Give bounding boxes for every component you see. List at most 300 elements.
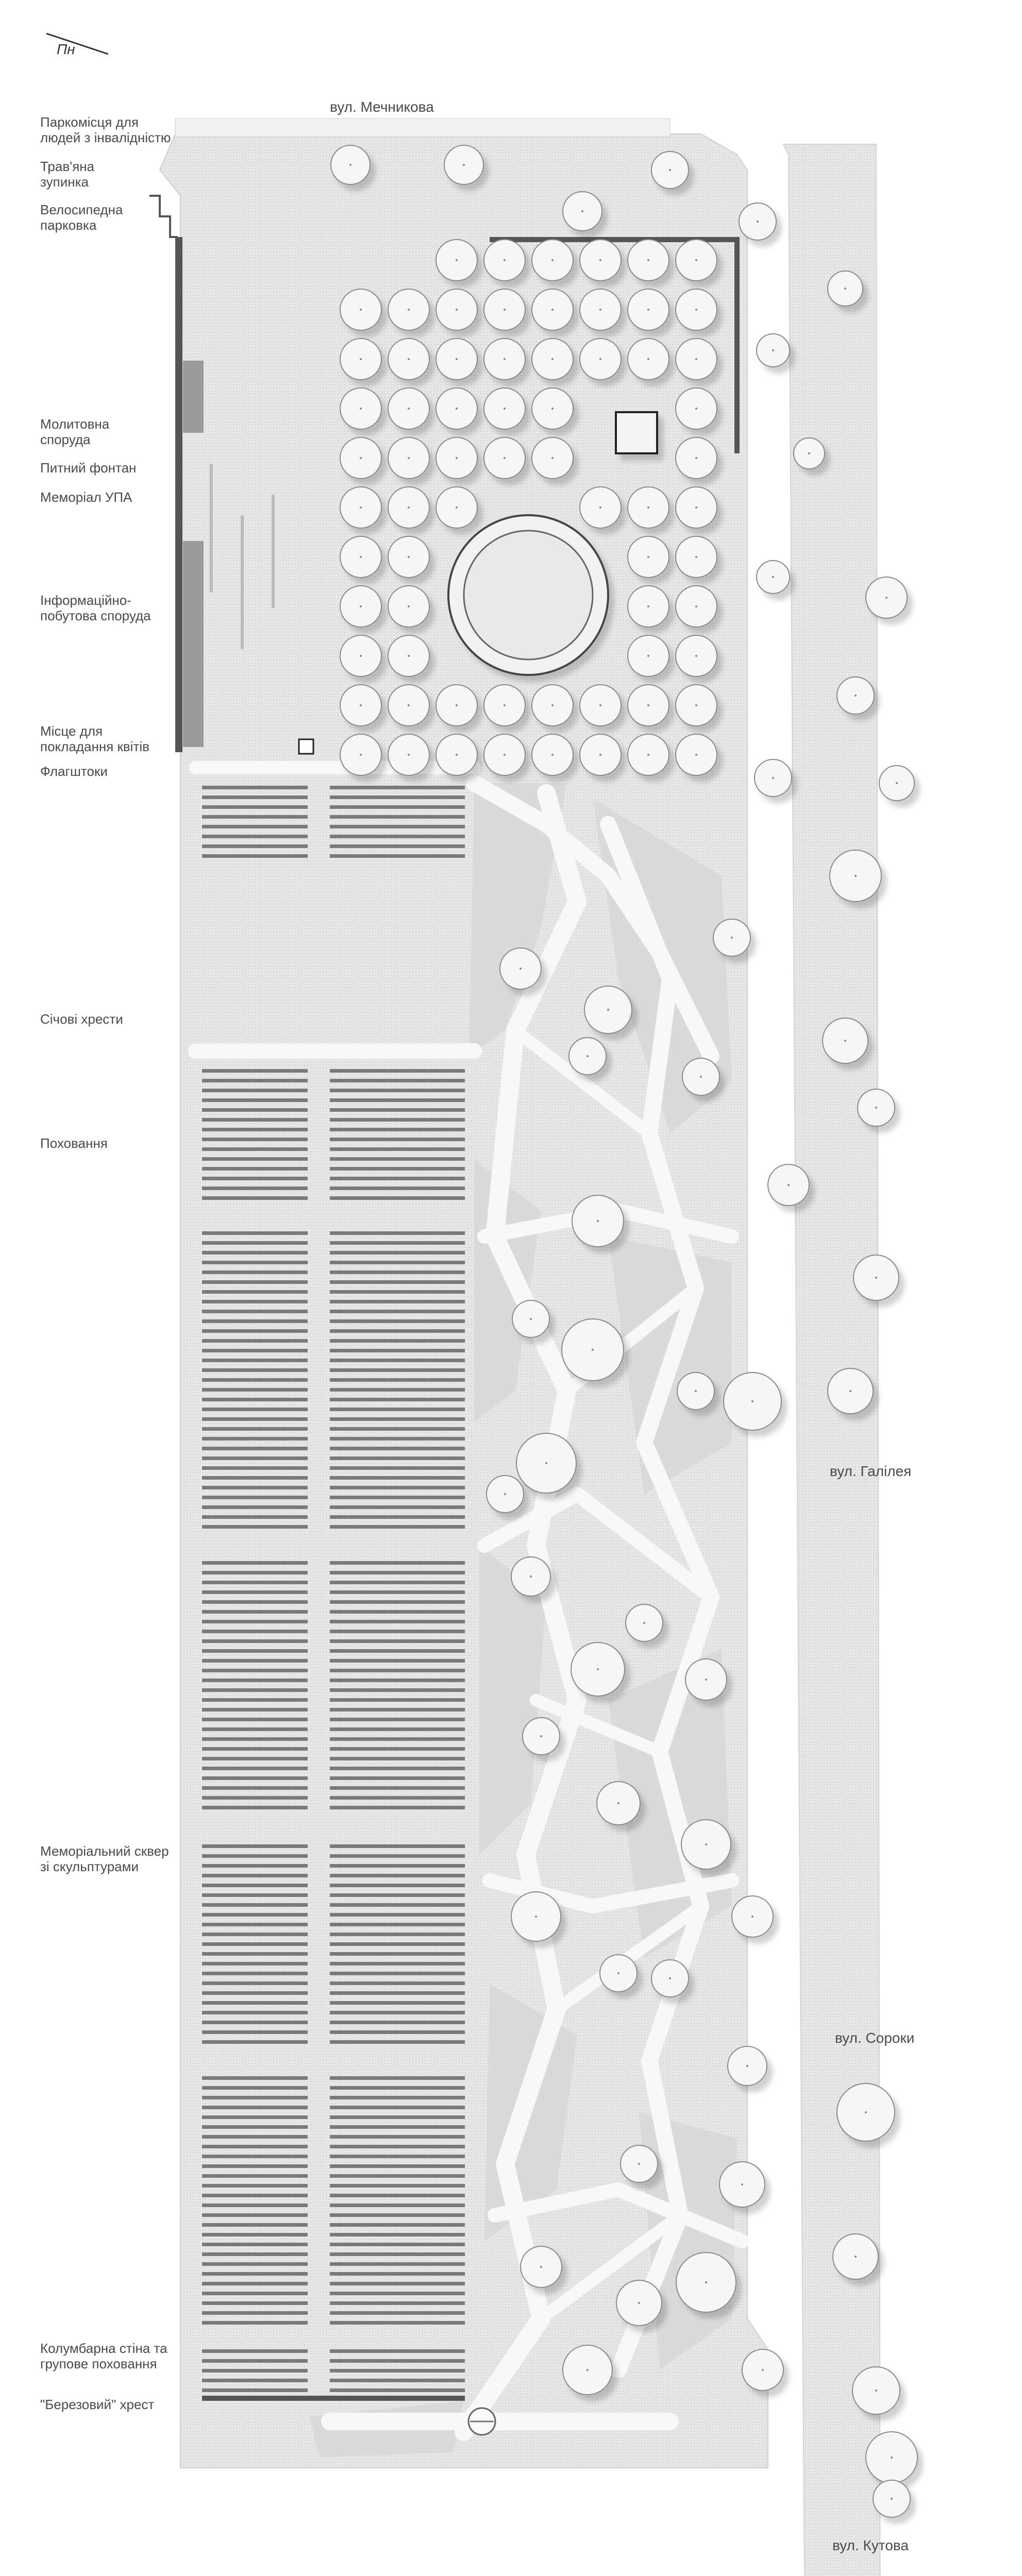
grave-row bbox=[202, 1874, 308, 1877]
tree-trunk bbox=[695, 605, 697, 607]
grave-row bbox=[202, 1854, 308, 1858]
grave-row bbox=[330, 1310, 465, 1313]
grave-row bbox=[330, 1649, 465, 1653]
tree-trunk bbox=[592, 1349, 594, 1351]
grave-row bbox=[202, 1620, 308, 1623]
tree-trunk bbox=[349, 164, 351, 166]
grave-row bbox=[202, 1427, 308, 1431]
tree-trunk bbox=[643, 1622, 645, 1624]
tree-trunk bbox=[695, 704, 697, 706]
grave-row bbox=[330, 2194, 465, 2197]
grave-row bbox=[330, 2369, 465, 2372]
tree-trunk bbox=[504, 309, 506, 311]
grave-row bbox=[330, 1962, 465, 1965]
grave-row bbox=[202, 1079, 308, 1082]
tree-trunk bbox=[530, 1318, 532, 1320]
tree-trunk bbox=[408, 605, 410, 607]
grave-row bbox=[202, 835, 308, 838]
grave-row bbox=[202, 2321, 308, 2325]
grave-row bbox=[330, 1290, 465, 1294]
grave-row bbox=[202, 2311, 308, 2315]
grave-row bbox=[202, 2369, 308, 2372]
grave-row bbox=[330, 2040, 465, 2044]
grave-row bbox=[330, 825, 465, 828]
tree-trunk bbox=[520, 968, 522, 970]
grave-row bbox=[202, 2223, 308, 2227]
tree-trunk bbox=[456, 754, 458, 756]
tree-trunk bbox=[599, 259, 601, 261]
tree-trunk bbox=[504, 259, 506, 261]
flower-place bbox=[299, 739, 313, 754]
grave-row bbox=[330, 2252, 465, 2256]
grave-row bbox=[330, 854, 465, 858]
grave-row bbox=[202, 1280, 308, 1284]
street-mechnykova: вул. Мечникова bbox=[330, 99, 434, 115]
tree-trunk bbox=[647, 704, 649, 706]
grave-row bbox=[330, 1157, 465, 1161]
tree-trunk bbox=[408, 556, 410, 558]
grave-row bbox=[202, 2076, 308, 2080]
grave-row bbox=[330, 1864, 465, 1868]
grave-row bbox=[202, 1408, 308, 1411]
tree-trunk bbox=[751, 1916, 753, 1918]
grave-row bbox=[202, 1698, 308, 1702]
tree-trunk bbox=[551, 259, 554, 261]
grave-row bbox=[330, 1128, 465, 1131]
grave-row bbox=[202, 2096, 308, 2099]
tree-trunk bbox=[617, 1972, 619, 1974]
grave-row bbox=[330, 1388, 465, 1392]
tree-trunk bbox=[695, 408, 697, 410]
grave-row bbox=[202, 1378, 308, 1382]
grave-row bbox=[330, 1600, 465, 1604]
grave-row bbox=[202, 1884, 308, 1887]
tree-trunk bbox=[360, 408, 362, 410]
street-halileia: вул. Галілея bbox=[830, 1463, 912, 1479]
grave-row bbox=[202, 2164, 308, 2168]
grave-row bbox=[202, 1981, 308, 1985]
grave-row bbox=[330, 1515, 465, 1519]
tree-trunk bbox=[788, 1184, 790, 1186]
grave-row bbox=[330, 2213, 465, 2217]
tree-trunk bbox=[669, 169, 671, 171]
grave-row bbox=[202, 2388, 308, 2392]
tree-trunk bbox=[700, 1076, 702, 1078]
grave-row bbox=[202, 1708, 308, 1711]
grave-row bbox=[330, 1466, 465, 1470]
grave-row bbox=[330, 1708, 465, 1711]
grave-row bbox=[330, 1368, 465, 1372]
grave-row bbox=[202, 1108, 308, 1112]
grave-row bbox=[202, 1300, 308, 1303]
grave-row bbox=[202, 1718, 308, 1721]
label-birch-cross: "Березовий" хрест bbox=[40, 2397, 155, 2412]
grave-row bbox=[330, 1854, 465, 1858]
tree-trunk bbox=[705, 1679, 707, 1681]
tree-trunk bbox=[504, 408, 506, 410]
tree-trunk bbox=[599, 309, 601, 311]
columbarium-wall bbox=[202, 2396, 465, 2401]
tree-trunk bbox=[360, 309, 362, 311]
grave-row bbox=[330, 2001, 465, 2005]
grave-row bbox=[330, 1231, 465, 1235]
grave-row bbox=[202, 1398, 308, 1401]
grave-row bbox=[202, 1147, 308, 1151]
grave-row bbox=[330, 2349, 465, 2353]
grave-row bbox=[202, 2155, 308, 2158]
grave-row bbox=[202, 1747, 308, 1751]
grave-row bbox=[330, 1806, 465, 1809]
label-burials: Поховання bbox=[40, 1136, 108, 1151]
prayer-building bbox=[616, 412, 657, 453]
grave-row bbox=[202, 1561, 308, 1565]
tree-trunk bbox=[762, 2369, 764, 2371]
grave-row bbox=[330, 2125, 465, 2129]
grave-row bbox=[202, 1290, 308, 1294]
grave-row bbox=[202, 1098, 308, 1102]
grave-row bbox=[202, 1270, 308, 1274]
grave-row bbox=[330, 2243, 465, 2246]
grave-row bbox=[202, 1456, 308, 1460]
grave-row bbox=[202, 2282, 308, 2285]
tree-trunk bbox=[617, 1802, 619, 1804]
label-sich-crosses: Січові хрести bbox=[40, 1011, 123, 1027]
grave-row bbox=[202, 1786, 308, 1790]
grave-row bbox=[330, 795, 465, 799]
grave-row bbox=[202, 1505, 308, 1509]
grave-row bbox=[330, 2359, 465, 2363]
tree-trunk bbox=[772, 576, 774, 578]
tree-trunk bbox=[360, 457, 362, 459]
grave-row bbox=[330, 2030, 465, 2034]
grave-row bbox=[330, 2321, 465, 2325]
grave-row bbox=[202, 2292, 308, 2295]
tree-trunk bbox=[695, 1390, 697, 1392]
tree-trunk bbox=[599, 358, 601, 360]
grave-row bbox=[330, 2135, 465, 2139]
grave-row bbox=[202, 1251, 308, 1255]
grave-row bbox=[202, 2135, 308, 2139]
tree-trunk bbox=[504, 358, 506, 360]
grave-row bbox=[330, 1241, 465, 1245]
grave-row bbox=[330, 1525, 465, 1529]
tree-trunk bbox=[504, 1493, 506, 1495]
grave-row bbox=[330, 1300, 465, 1303]
grave-row bbox=[202, 2040, 308, 2044]
tree-trunk bbox=[597, 1220, 599, 1222]
grave-row bbox=[330, 1098, 465, 1102]
grave-row bbox=[330, 2292, 465, 2295]
tree-trunk bbox=[408, 408, 410, 410]
grave-row bbox=[330, 2233, 465, 2236]
label-disabled-parking: Паркомісця для людей з інвалідністю bbox=[40, 114, 171, 145]
label-prayer-building: Молитовна споруда bbox=[40, 416, 110, 447]
grave-row bbox=[330, 1505, 465, 1509]
tree-trunk bbox=[705, 1843, 707, 1845]
tree-trunk bbox=[456, 408, 458, 410]
grave-row bbox=[330, 2155, 465, 2158]
grave-row bbox=[330, 835, 465, 838]
tree-trunk bbox=[530, 1575, 532, 1578]
tree-trunk bbox=[647, 259, 649, 261]
grave-row bbox=[330, 1767, 465, 1770]
grave-row bbox=[330, 1089, 465, 1092]
grave-row bbox=[330, 1079, 465, 1082]
grave-row bbox=[202, 2262, 308, 2266]
grave-row bbox=[330, 1561, 465, 1565]
tree-trunk bbox=[456, 457, 458, 459]
tree-trunk bbox=[456, 506, 458, 509]
grave-row bbox=[202, 1241, 308, 1245]
tree-trunk bbox=[844, 1040, 846, 1042]
grave-row bbox=[202, 795, 308, 799]
grave-row bbox=[330, 1270, 465, 1274]
tree-trunk bbox=[599, 506, 601, 509]
grave-row bbox=[202, 2125, 308, 2129]
tree-trunk bbox=[540, 1735, 542, 1737]
grave-row bbox=[330, 1167, 465, 1171]
grave-row bbox=[330, 1187, 465, 1190]
tree-trunk bbox=[647, 556, 649, 558]
grave-row bbox=[330, 2272, 465, 2276]
grave-row bbox=[330, 1688, 465, 1692]
grave-row bbox=[202, 1581, 308, 1584]
grave-row bbox=[202, 2213, 308, 2217]
grave-row bbox=[202, 1515, 308, 1519]
grave-row bbox=[202, 1476, 308, 1480]
grave-row bbox=[202, 2233, 308, 2236]
grave-row bbox=[330, 1118, 465, 1122]
tree-trunk bbox=[875, 1277, 877, 1279]
tree-trunk bbox=[551, 754, 554, 756]
tree-trunk bbox=[855, 875, 857, 877]
grave-row bbox=[202, 1639, 308, 1643]
grave-row bbox=[202, 805, 308, 809]
grave-row bbox=[202, 1659, 308, 1663]
tree-trunk bbox=[551, 457, 554, 459]
tree-trunk bbox=[463, 164, 465, 166]
grave-row bbox=[330, 2223, 465, 2227]
label-flower-place: Місце для покладання квітів bbox=[40, 723, 149, 754]
grave-row bbox=[330, 2388, 465, 2392]
tree-trunk bbox=[551, 358, 554, 360]
grave-row bbox=[330, 1261, 465, 1264]
grave-row bbox=[202, 1806, 308, 1809]
tree-trunk bbox=[456, 358, 458, 360]
grave-row bbox=[202, 2115, 308, 2119]
tree-trunk bbox=[456, 704, 458, 706]
grave-row bbox=[330, 1659, 465, 1663]
grave-row bbox=[202, 1368, 308, 1372]
grave-row bbox=[330, 2011, 465, 2014]
tree-trunk bbox=[647, 605, 649, 607]
tree-trunk bbox=[751, 1400, 753, 1402]
label-flagpoles: Флагштоки bbox=[40, 764, 108, 779]
grave-row bbox=[202, 1157, 308, 1161]
grave-row bbox=[202, 1319, 308, 1323]
grave-row bbox=[330, 1698, 465, 1702]
grave-row bbox=[330, 1437, 465, 1440]
grave-row bbox=[202, 1167, 308, 1171]
tree-trunk bbox=[757, 221, 759, 223]
grave-row bbox=[330, 1408, 465, 1411]
grave-row bbox=[202, 2243, 308, 2246]
grave-row bbox=[202, 1187, 308, 1190]
grave-row bbox=[330, 1610, 465, 1614]
tree-trunk bbox=[599, 754, 601, 756]
grave-row bbox=[202, 2252, 308, 2256]
tree-trunk bbox=[705, 2281, 707, 2283]
grave-row bbox=[330, 1630, 465, 1633]
grave-row bbox=[330, 1727, 465, 1731]
street-soroky: вул. Сороки bbox=[835, 2030, 915, 2046]
upa-memorial bbox=[448, 515, 608, 675]
grave-row bbox=[202, 1649, 308, 1653]
street-kutova: вул. Кутова bbox=[832, 2537, 909, 2553]
tree-trunk bbox=[891, 2456, 893, 2459]
grave-row bbox=[330, 2076, 465, 2080]
grave-row bbox=[330, 1679, 465, 1682]
grave-row bbox=[330, 1069, 465, 1073]
grave-row bbox=[202, 2174, 308, 2178]
grave-row bbox=[330, 2164, 465, 2168]
grave-row bbox=[330, 1942, 465, 1946]
grave-row bbox=[202, 1942, 308, 1946]
grave-row bbox=[330, 2282, 465, 2285]
tree-trunk bbox=[875, 1107, 877, 1109]
grave-row bbox=[202, 1590, 308, 1594]
grave-row bbox=[202, 1679, 308, 1682]
tree-trunk bbox=[695, 506, 697, 509]
grave-row bbox=[330, 1933, 465, 1936]
grave-row bbox=[330, 1398, 465, 1401]
label-grass-stop: Трав'яна зупинка bbox=[40, 159, 95, 190]
grave-row bbox=[202, 1893, 308, 1897]
grave-row bbox=[202, 1231, 308, 1235]
tree-trunk bbox=[535, 1916, 537, 1918]
tree-trunk bbox=[360, 605, 362, 607]
grave-row bbox=[202, 1844, 308, 1848]
tree-trunk bbox=[504, 704, 506, 706]
tree-trunk bbox=[551, 309, 554, 311]
grave-row bbox=[202, 1600, 308, 1604]
grave-row bbox=[330, 1319, 465, 1323]
grave-row bbox=[330, 786, 465, 789]
grave-row bbox=[330, 2145, 465, 2148]
grave-row bbox=[202, 1962, 308, 1965]
grave-row bbox=[202, 2001, 308, 2005]
tree-trunk bbox=[695, 556, 697, 558]
grave-row bbox=[330, 1874, 465, 1877]
grave-row bbox=[202, 1310, 308, 1313]
grave-row bbox=[202, 1525, 308, 1529]
birch-cross bbox=[468, 2408, 495, 2435]
grave-row bbox=[202, 1630, 308, 1633]
grave-row bbox=[202, 1261, 308, 1264]
grave-row bbox=[202, 1952, 308, 1956]
tree-trunk bbox=[360, 358, 362, 360]
tree-trunk bbox=[607, 1009, 609, 1011]
tree-trunk bbox=[849, 1390, 851, 1392]
grave-row bbox=[202, 1128, 308, 1131]
tree-trunk bbox=[669, 1977, 671, 1979]
grave-row bbox=[330, 1571, 465, 1574]
grave-row bbox=[330, 1893, 465, 1897]
grave-row bbox=[202, 1864, 308, 1868]
tree-trunk bbox=[875, 2389, 877, 2392]
tree-trunk bbox=[896, 782, 898, 784]
grave-row bbox=[202, 2204, 308, 2207]
grave-row bbox=[330, 2021, 465, 2024]
grave-row bbox=[202, 1610, 308, 1614]
grave-row bbox=[202, 2106, 308, 2109]
grave-row bbox=[202, 1069, 308, 1073]
tree-trunk bbox=[695, 754, 697, 756]
grave-row bbox=[330, 1718, 465, 1721]
grave-row bbox=[202, 1776, 308, 1780]
grave-row bbox=[330, 1991, 465, 1995]
grave-row bbox=[202, 2194, 308, 2197]
tree-trunk bbox=[408, 704, 410, 706]
tree-trunk bbox=[695, 655, 697, 657]
tree-trunk bbox=[551, 408, 554, 410]
tree-trunk bbox=[408, 358, 410, 360]
grave-row bbox=[330, 1737, 465, 1741]
grave-row bbox=[330, 1108, 465, 1112]
grave-row bbox=[202, 2349, 308, 2353]
tree-trunk bbox=[504, 754, 506, 756]
grave-row bbox=[330, 1378, 465, 1382]
tree-trunk bbox=[408, 506, 410, 509]
grave-row bbox=[330, 2086, 465, 2090]
tree-trunk bbox=[647, 358, 649, 360]
grave-row bbox=[330, 1620, 465, 1623]
grave-row bbox=[330, 1952, 465, 1956]
grave-row bbox=[330, 1329, 465, 1333]
grave-row bbox=[202, 1737, 308, 1741]
grave-row bbox=[330, 1496, 465, 1499]
tree-trunk bbox=[360, 754, 362, 756]
grave-row bbox=[202, 1138, 308, 1141]
tree-trunk bbox=[587, 1055, 589, 1057]
grave-row bbox=[330, 1476, 465, 1480]
grave-row bbox=[330, 1747, 465, 1751]
grave-row bbox=[202, 2030, 308, 2034]
grave-row bbox=[330, 1359, 465, 1362]
grave-row bbox=[202, 1571, 308, 1574]
tree-trunk bbox=[504, 457, 506, 459]
grave-row bbox=[202, 1437, 308, 1440]
grave-row bbox=[202, 2359, 308, 2363]
tree-trunk bbox=[597, 1668, 599, 1670]
label-drinking-fountain: Питний фонтан bbox=[40, 460, 137, 476]
tree-trunk bbox=[581, 210, 583, 212]
grave-row bbox=[330, 1177, 465, 1180]
grave-row bbox=[202, 1339, 308, 1343]
grave-row bbox=[330, 2311, 465, 2315]
grave-row bbox=[202, 1688, 308, 1692]
grave-row bbox=[202, 1329, 308, 1333]
grave-row bbox=[330, 1972, 465, 1975]
label-info-building: Інформаційно- побутова споруда bbox=[40, 592, 151, 623]
tree-trunk bbox=[695, 457, 697, 459]
tree-trunk bbox=[855, 2256, 857, 2258]
tree-trunk bbox=[638, 2163, 640, 2165]
grave-row bbox=[330, 2262, 465, 2266]
tree-trunk bbox=[360, 556, 362, 558]
grave-row bbox=[330, 1639, 465, 1643]
grave-row bbox=[202, 825, 308, 828]
